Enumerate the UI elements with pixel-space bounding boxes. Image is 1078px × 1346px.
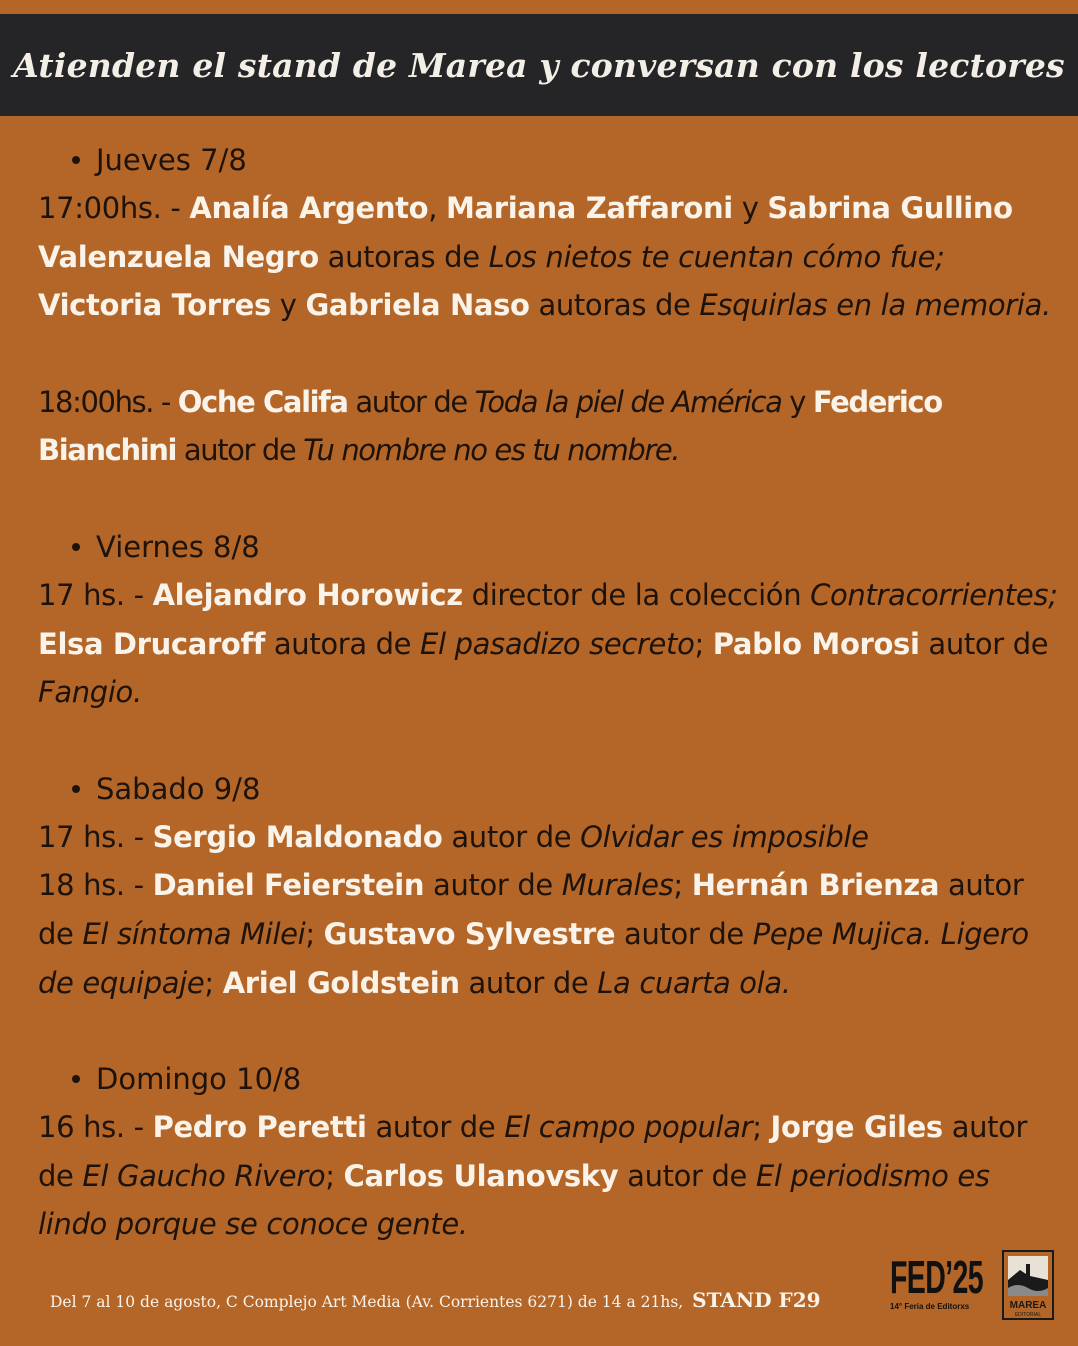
entry-text: ; [694, 626, 713, 661]
day-heading [72, 523, 1058, 571]
person-name: Oche Califa [177, 384, 348, 419]
marea-logo-text: MAREA [1009, 1300, 1047, 1311]
person-name: Elsa Drucaroff [38, 626, 266, 661]
book-title: Contracorrientes; [810, 577, 1058, 612]
spacer [38, 1007, 1058, 1055]
stand-label: STAND F29 [692, 1288, 821, 1312]
person-name: Jorge Giles [770, 1110, 943, 1145]
entry-text: autor de [618, 1158, 756, 1193]
day-label: Domingo 10/8 [96, 1062, 302, 1097]
person-name: Victoria Torres [38, 288, 271, 323]
entry-text: ; [752, 1110, 771, 1145]
entry-text: 17:00hs. - [38, 191, 190, 225]
book-title: El Gaucho Rivero [82, 1158, 326, 1193]
book-title: El campo popular [504, 1110, 753, 1145]
entry-text: autor de [347, 384, 475, 419]
day-heading [72, 765, 1058, 813]
entry-text: 16 hs. - [38, 1110, 153, 1145]
person-name: Gustavo Sylvestre [323, 916, 616, 951]
schedule [38, 136, 1058, 1249]
footer-text: Del 7 al 10 de agosto, C Complejo Art Media (Av. Corrientes 6271) de 14 a 21hs, [50, 1293, 684, 1311]
footer [50, 1288, 821, 1312]
marea-logo [1002, 1250, 1054, 1320]
book-title: Olvidar es imposible [580, 819, 869, 854]
person-name: Pablo Morosi [712, 626, 920, 661]
entry-text: ; [204, 965, 223, 1000]
book-title: Toda la piel de América [474, 384, 782, 419]
fed-logo-subtitle: 14° Feria de Editorxs [890, 1302, 970, 1311]
entry-text: director de la colección [462, 577, 811, 612]
fed-logo [890, 1251, 986, 1311]
bullet-icon [72, 1075, 80, 1083]
entry-text: 17 hs. - [38, 819, 153, 854]
entry-text: autor de [424, 868, 562, 903]
person-name: Federico Bianchini [38, 384, 942, 468]
entry-text: 18:00hs. - [38, 384, 178, 419]
entry-text: autoras de [318, 239, 489, 274]
book-title: El pasadizo secreto [420, 626, 695, 661]
schedule-entry [38, 378, 1058, 475]
entry-text: autor de [366, 1110, 505, 1145]
day-heading [72, 1055, 1058, 1103]
entry-text: autora de [265, 626, 421, 661]
entry-text: autor de [615, 916, 753, 951]
book-title: Tu nombre no es tu nombre. [303, 433, 680, 468]
person-name: Mariana Zaffaroni [446, 191, 733, 225]
book-title: Pepe Mujica. Ligero de equipaje [38, 916, 1029, 1000]
person-name: Hernán Brienza [691, 868, 940, 903]
entry-text: y [732, 191, 768, 225]
entry-text: autoras de [529, 288, 700, 323]
spacer [38, 330, 1058, 378]
entry-text: autor de [38, 868, 1024, 951]
schedule-entry [38, 861, 1058, 1007]
person-name: Daniel Feierstein [152, 868, 425, 903]
book-title: Esquirlas en la memoria. [699, 288, 1051, 323]
header-banner [0, 14, 1078, 116]
entry-text: 17 hs. - [38, 577, 153, 612]
entry-text: ; [305, 916, 324, 951]
day-heading [72, 136, 1058, 184]
spacer [38, 717, 1058, 765]
day-label: Jueves 7/8 [96, 143, 247, 177]
entry-text: ; [673, 868, 692, 903]
bullet-icon [72, 543, 80, 551]
bullet-icon [72, 156, 80, 164]
person-name: Pedro Peretti [152, 1110, 367, 1145]
book-title: Murales [561, 868, 674, 903]
entry-text: ; [325, 1158, 344, 1193]
person-name: Sergio Maldonado [152, 819, 443, 854]
book-title: El periodismo es lindo porque se conoce gente. [38, 1158, 990, 1242]
person-name: Sabrina Gullino Valenzuela Negro [38, 191, 1013, 274]
schedule-entry [38, 571, 1058, 717]
schedule-entry [38, 813, 1058, 862]
entry-text: autor de [459, 965, 598, 1000]
page-title: Atienden el stand de Marea y conversan con los lectores [13, 45, 1065, 85]
marea-logo-subtitle: EDITORIAL [1014, 1312, 1042, 1318]
entry-text: 18 hs. - [38, 868, 153, 903]
spacer [38, 475, 1058, 523]
person-name: Analía Argento [189, 191, 429, 225]
entry-text: y [781, 384, 813, 419]
entry-text: autor de [38, 1110, 1028, 1193]
book-title: Los nietos te cuentan cómo fue; [488, 239, 945, 274]
book-title: La cuarta ola. [597, 965, 791, 1000]
entry-text: y [270, 288, 306, 323]
fed-logo-text: FED’25 [890, 1251, 983, 1303]
book-title: El síntoma Milei [82, 916, 306, 951]
day-label: Sabado 9/8 [96, 771, 261, 806]
entry-text: , [428, 191, 447, 225]
schedule-entry [38, 184, 1058, 330]
person-name: Gabriela Naso [305, 288, 530, 323]
entry-text: autor de [442, 819, 581, 854]
entry-text: autor de [919, 626, 1049, 661]
bullet-icon [72, 785, 80, 793]
person-name: Ariel Goldstein [222, 965, 460, 1000]
person-name: Alejandro Horowicz [152, 577, 463, 612]
entry-text: autor de [176, 433, 304, 468]
book-title: Fangio. [38, 675, 142, 710]
day-label: Viernes 8/8 [96, 529, 260, 564]
schedule-entry [38, 1103, 1058, 1249]
person-name: Carlos Ulanovsky [343, 1158, 619, 1193]
